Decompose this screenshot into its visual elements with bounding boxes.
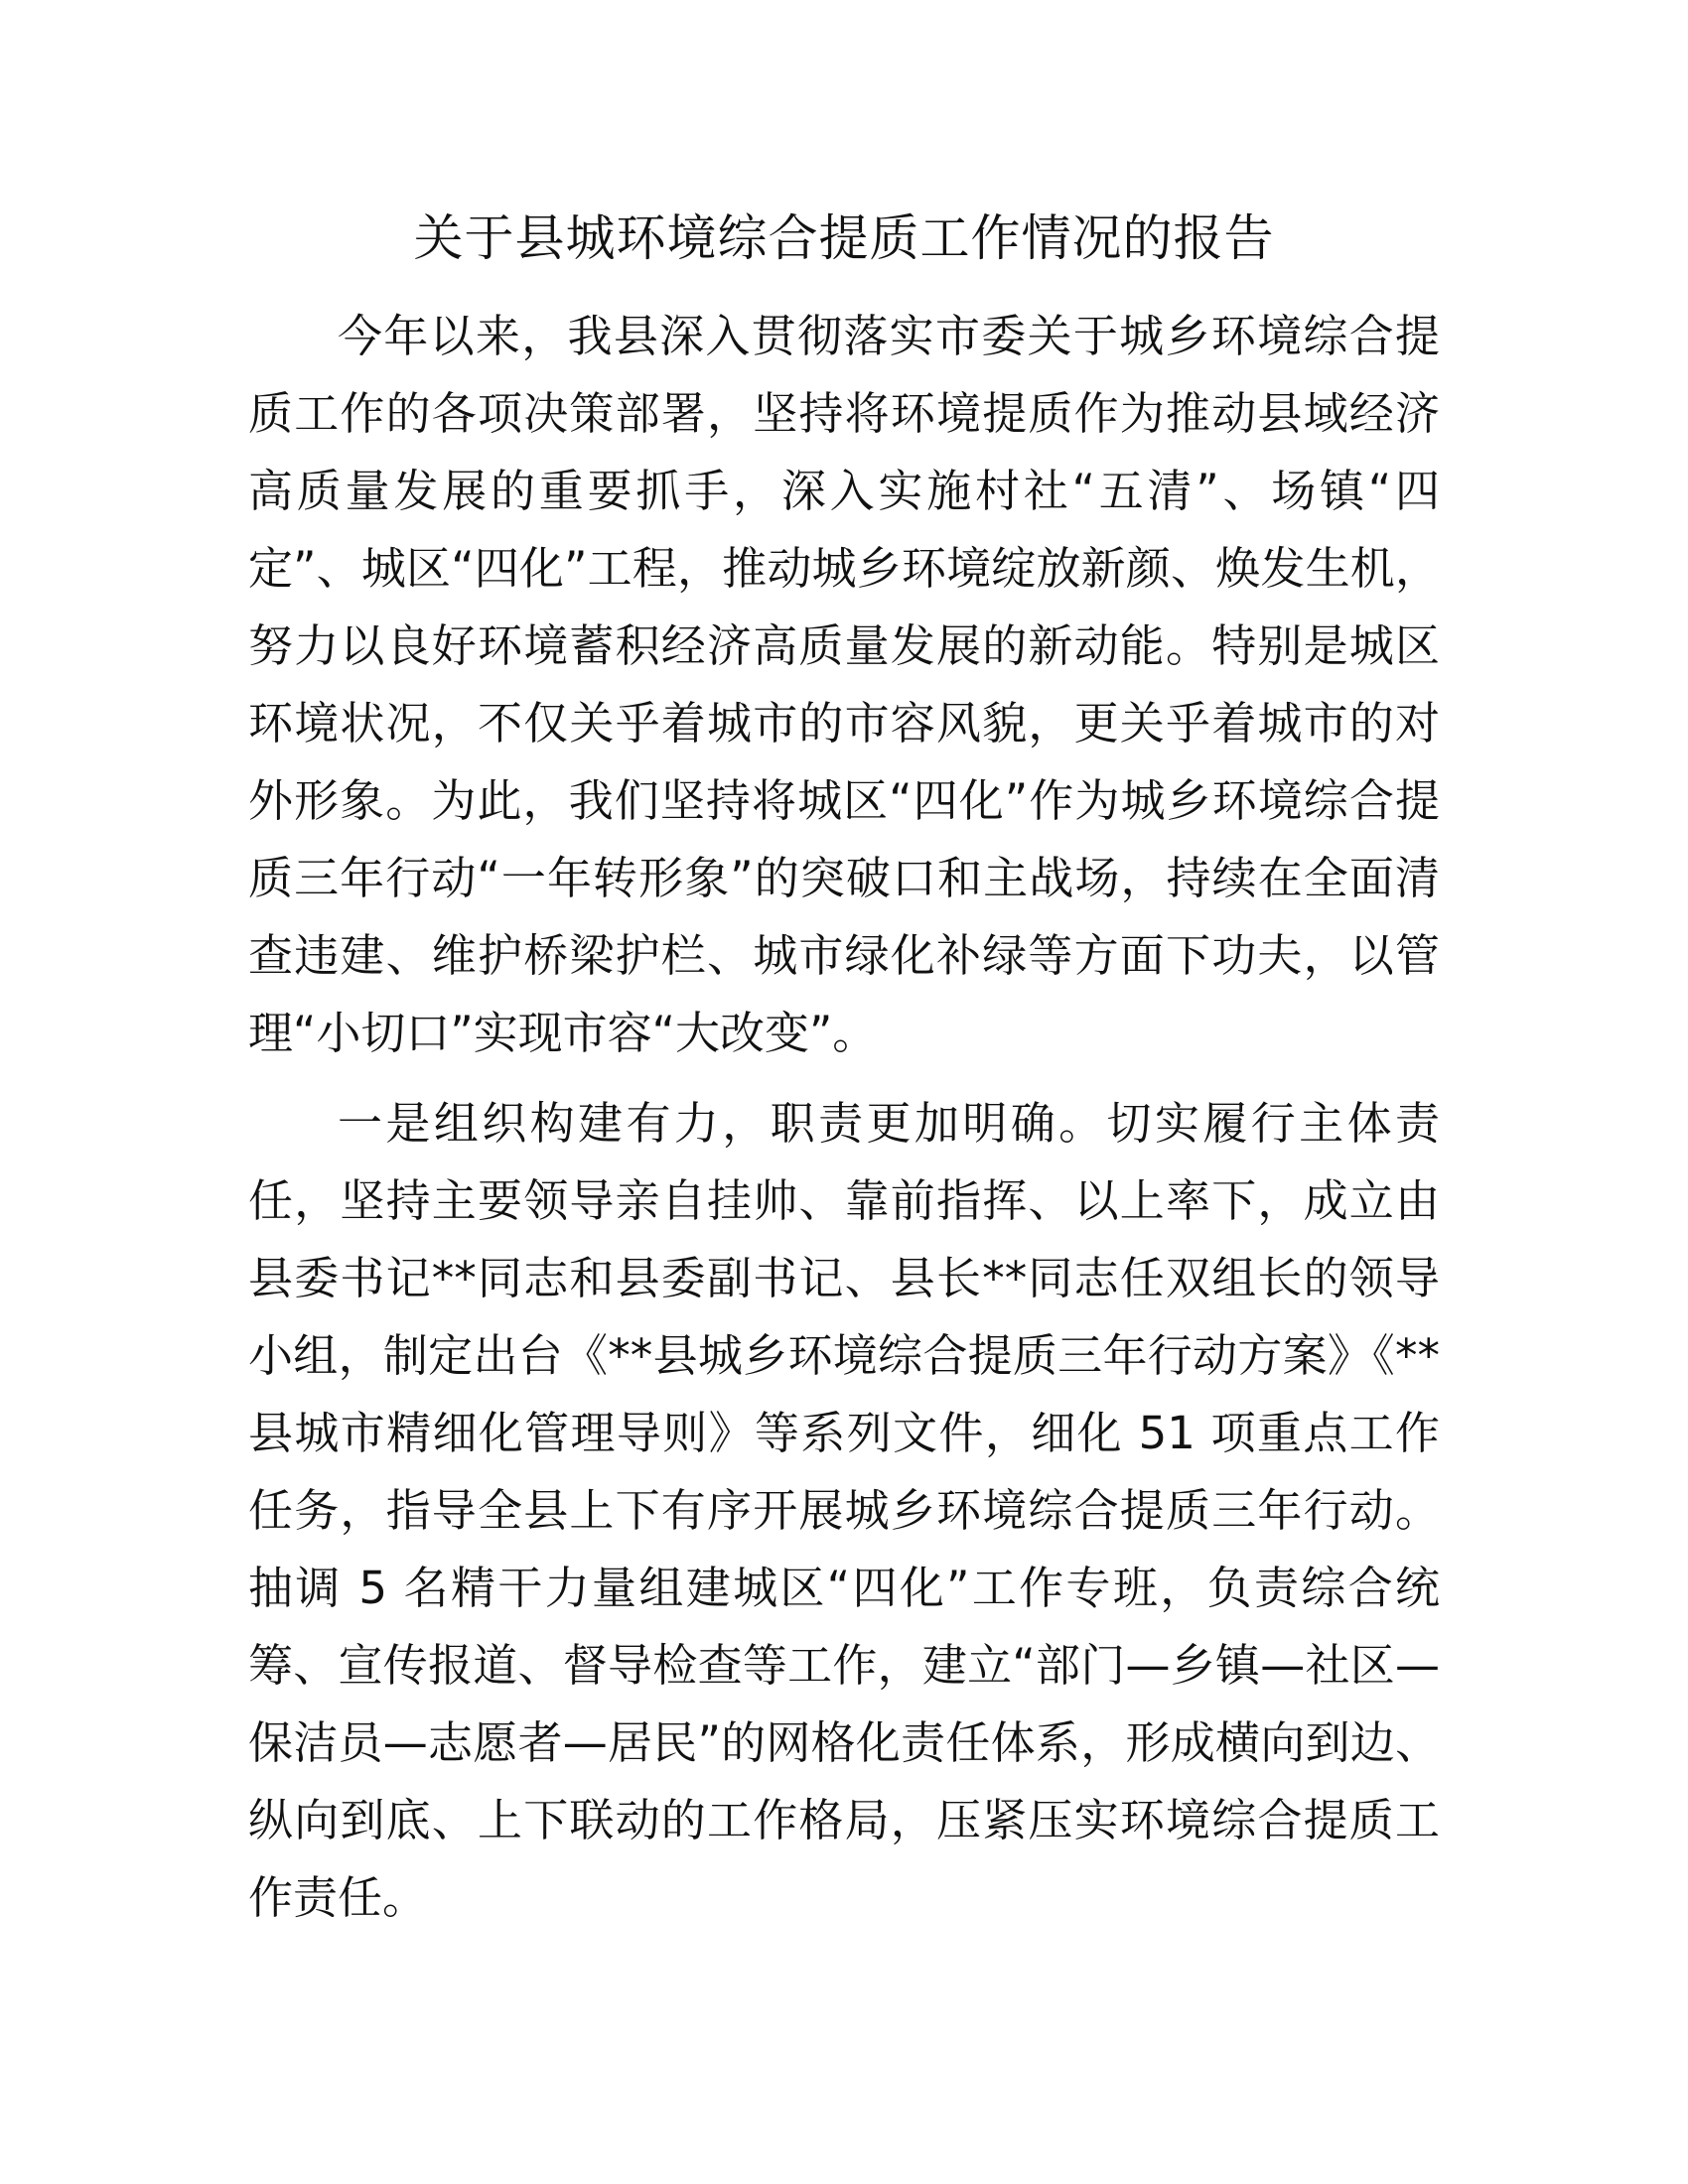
paragraph-intro: 今年以来，我县深入贯彻落实市委关于城乡环境综合提质工作的各项决策部署，坚持将环境提质作为推动县域经济高质量发展的重要抓手，深入实施村社“五清”、场镇“四定”、城区“四化”工程，推动城乡环境绽放新颜、焕发生机，努力以良好环境蓄积经济高质量发展的新动能。特别是城区环境状况，不仅关乎着城市的市容风貌，更关乎着城市的对外形象。为此，我们坚持将城区“四化”作为城乡环境综合提质三年行动“一年转形象”的突破口和主战场，持续在全面清查违建、维护桥梁护栏、城市绿化补绿等方面下功夫，以管理“小切口”实现市容“大改变”。: [248, 310, 1440, 1059]
paragraph-organization: 一是组织构建有力，职责更加明确。切实履行主体责任，坚持主要领导亲自挂帅、靠前指挥、以上率下，成立由县委书记**同志和县委副书记、县长**同志任双组长的领导小组，制定出台《**县城乡环境综合提质三年行动方案》《**县城市精细化管理导则》等系列文件，细化 51 项重点工作任务，指导全县上下有序开展城乡环境综合提质三年行动。抽调 5 名精干力量组建城区“四化”工作专班，负责综合统筹、宣传报道、督导检查等工作，建立“部门—乡镇—社区—保洁员—志愿者—居民”的网格化责任体系，形成横向到边、纵向到底、上下联动的工作格局，压紧压实环境综合提质工作责任。: [248, 1097, 1440, 1924]
document-title: 关于县城环境综合提质工作情况的报告: [413, 209, 1275, 267]
document-page: [248, 0, 1440, 2184]
